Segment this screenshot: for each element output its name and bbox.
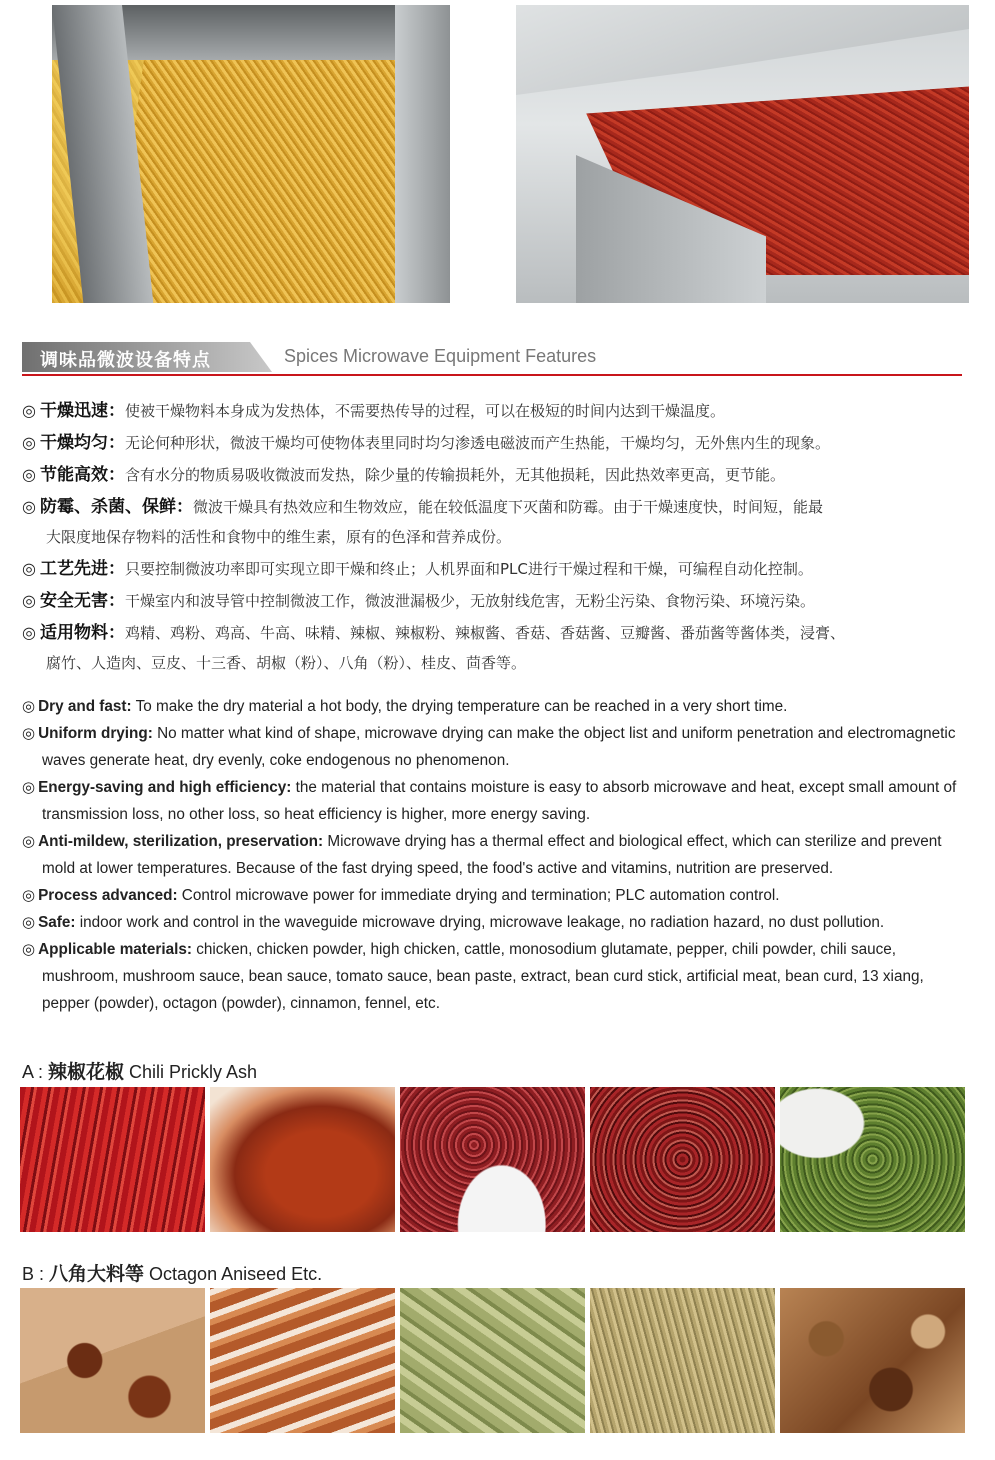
gallery-a-title-en: Chili Prickly Ash (124, 1062, 258, 1082)
feature-text: the material that contains moisture is easy to absorb microwave and heat, except small amount of transmission loss, no other loss, so heat efficiency is higher, more energy saving. (42, 779, 957, 823)
feature-cn-item (22, 617, 972, 679)
gallery-b-title-en: Octagon Aniseed Etc. (144, 1264, 323, 1284)
section-header (22, 340, 962, 378)
bullet-icon: ◎ (22, 623, 36, 642)
bullet-icon: ◎ (22, 941, 36, 958)
bullet-icon: ◎ (22, 779, 36, 796)
feature-label: Dry and fast: (38, 698, 132, 715)
feature-text: Microwave drying has a thermal effect and biological effect, which can sterilize and prevent mold at lower temperatures. Because of the fast drying speed, the food's active and vitamins, nutrition are preserved. (42, 833, 942, 877)
bullet-icon: ◎ (22, 698, 36, 715)
cinnamon-sticks-photo (210, 1288, 395, 1433)
bullet-icon: ◎ (22, 725, 36, 742)
feature-text-continued: 腐竹、人造肉、豆皮、十三香、胡椒（粉）、八角（粉）、桂皮、茴香等。 (46, 654, 527, 672)
feature-en-item (22, 828, 967, 882)
feature-cn-item (22, 553, 972, 585)
bullet-icon: ◎ (22, 833, 36, 850)
feature-en-item (22, 882, 967, 909)
dried-chili-photo (20, 1087, 205, 1232)
gallery-b-prefix: B : (22, 1264, 50, 1284)
feature-label: 适用物料： (39, 623, 125, 643)
feature-text: To make the dry material a hot body, the drying temperature can be reached in a very short time. (131, 698, 788, 715)
feature-text: chicken, chicken powder, high chicken, cattle, monosodium glutamate, pepper, chili powder, chili sauce, mushroom, mushroom sauce, bean sauce, tomato sauce, bean paste, extract, bean curd stick, artificial meat, bean curd, 13 xiang, pepper (powder), octagon (powder), cinnamon, fennel, etc. (42, 941, 924, 1012)
feature-cn-item (22, 395, 972, 427)
gallery-a-title-cn: 辣椒花椒 (48, 1061, 125, 1083)
feature-cn-item (22, 427, 972, 459)
feature-label: Process advanced: (38, 887, 178, 904)
mixed-spices-photo (780, 1288, 965, 1433)
feature-text: No matter what kind of shape, microwave drying can make the object list and uniform penetration and electromagnetic waves generate heat, dry evenly, coke endogenous no phenomenon. (42, 725, 956, 769)
feature-label: Applicable materials: (38, 941, 192, 958)
dried-spice-conveyor-photo (52, 5, 450, 303)
feature-label: 干燥均匀： (39, 433, 125, 453)
feature-label: 工艺先进： (39, 559, 125, 579)
bullet-icon: ◎ (22, 591, 36, 610)
feature-text: 使被干燥物料本身成为发热体，不需要热传导的过程，可以在极短的时间内达到干燥温度。 (124, 402, 725, 420)
feature-text: 无论何种形状，微波干燥均可使物体表里同时均匀渗透电磁波而产生热能，干燥均匀，无外焦内生的现象。 (124, 434, 830, 452)
bullet-icon: ◎ (22, 433, 36, 452)
feature-en-item (22, 774, 967, 828)
feature-label: 干燥迅速： (39, 401, 125, 421)
feature-en-item (22, 909, 967, 936)
star-anise-photo (20, 1288, 205, 1433)
feature-text: 微波干燥具有热效应和生物效应，能在较低温度下灭菌和防霉。由于干燥速度快，时间短，能最 (192, 498, 823, 516)
bullet-icon: ◎ (22, 401, 36, 420)
feature-text-continued: 大限度地保存物料的活性和食物中的维生素，原有的色泽和营养成份。 (46, 528, 512, 546)
feature-cn-item (22, 459, 972, 491)
feature-text: Control microwave power for immediate drying and termination; PLC automation control. (177, 887, 780, 904)
feature-list-en (22, 693, 967, 1017)
feature-en-item (22, 693, 967, 720)
feature-label: 安全无害： (39, 591, 125, 611)
feature-text: 含有水分的物质易吸收微波而发热，除少量的传输损耗外，无其他损耗，因此热效率更高，更节能。 (124, 466, 785, 484)
bullet-icon: ◎ (22, 887, 36, 904)
section-title-cn: 调味品微波设备特点 (40, 350, 211, 371)
section-title-en: Spices Microwave Equipment Features (284, 346, 597, 366)
feature-en-item (22, 720, 967, 774)
feature-label: Uniform drying: (38, 725, 153, 742)
fennel-seeds-photo (590, 1288, 775, 1433)
red-sichuan-pepper-bowl-photo (400, 1087, 585, 1232)
chili-powder-conveyor-photo (516, 5, 969, 303)
chili-flakes-photo (210, 1087, 395, 1232)
gallery-a-title (22, 1057, 257, 1084)
feature-text: 干燥室内和波导管中控制微波工作，微波泄漏极少，无放射线危害，无粉尘污染、食物污染、环境污染。 (124, 592, 815, 610)
bullet-icon: ◎ (22, 465, 36, 484)
feature-en-item (22, 936, 967, 1017)
feature-text: indoor work and control in the waveguide microwave drying, microwave leakage, no radiation hazard, no dust pollution. (75, 914, 885, 931)
gallery-b-title-cn: 八角大料等 (49, 1263, 145, 1285)
bay-leaves-photo (400, 1288, 585, 1433)
gallery-b-title (22, 1259, 322, 1286)
feature-list-cn (22, 395, 972, 679)
feature-text: 只要控制微波功率即可实现立即干燥和终止；人机界面和PLC进行干燥过程和干燥，可编程自动化控制。 (124, 560, 813, 578)
machine-frame-right (395, 5, 450, 303)
feature-label: 节能高效： (39, 465, 125, 485)
feature-label: Energy-saving and high efficiency: (38, 779, 292, 796)
bullet-icon: ◎ (22, 914, 36, 931)
feature-cn-item (22, 491, 972, 553)
feature-text: 鸡精、鸡粉、鸡高、牛高、味精、辣椒、辣椒粉、辣椒酱、香菇、香菇酱、豆瓣酱、番茄酱等酱体类，浸膏、 (124, 624, 845, 642)
feature-label: Anti-mildew, sterilization, preservation: (38, 833, 324, 850)
yellow-spice-bed (110, 45, 410, 303)
feature-label: 防霉、杀菌、保鲜： (39, 497, 193, 517)
feature-cn-item (22, 585, 972, 617)
bullet-icon: ◎ (22, 559, 36, 578)
red-sichuan-pepper-photo (590, 1087, 775, 1232)
bullet-icon: ◎ (22, 497, 36, 516)
green-sichuan-pepper-photo (780, 1087, 965, 1232)
section-divider (22, 374, 962, 376)
feature-label: Safe: (38, 914, 76, 931)
gallery-a-prefix: A : (22, 1062, 49, 1082)
